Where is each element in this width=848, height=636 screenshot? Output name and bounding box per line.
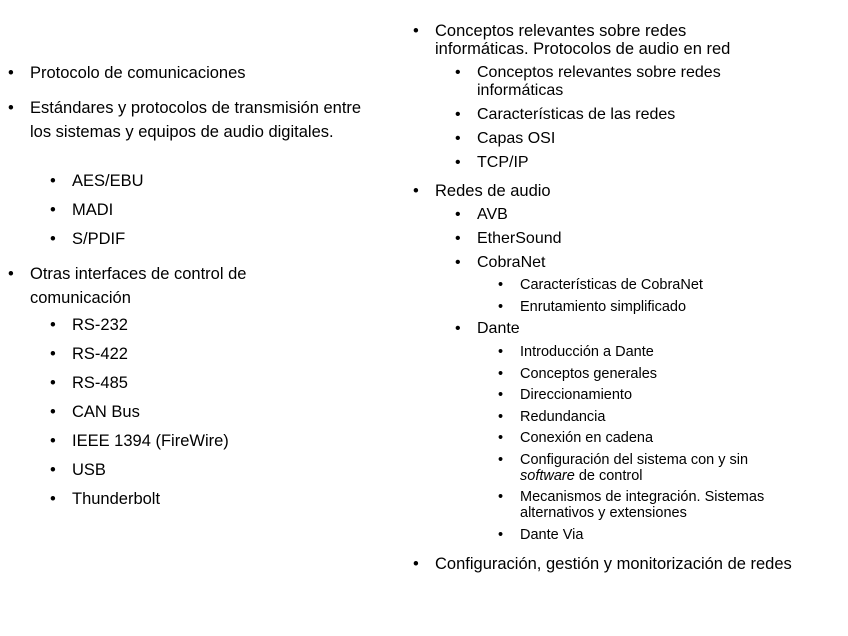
bullet: • (498, 452, 504, 468)
bullet: • (498, 344, 504, 360)
list-item (50, 403, 350, 421)
list-item (50, 461, 350, 479)
list-item-text: Mecanismos de integración. Sistemas alternativos y extensiones (520, 489, 765, 522)
list-item (455, 64, 795, 100)
bullet: • (8, 64, 14, 82)
list-item-text: IEEE 1394 (FireWire) (72, 432, 229, 450)
bullet: • (455, 230, 461, 247)
list-item (50, 230, 350, 248)
list-item-text: TCP/IP (477, 154, 529, 171)
bullet: • (455, 320, 461, 337)
list-item (455, 130, 795, 148)
list-item (455, 106, 795, 124)
list-item-text: Características de CobraNet (520, 277, 703, 293)
list-item (455, 254, 795, 272)
list-item-text: Introducción a Dante (520, 344, 654, 360)
list-item-text: Redundancia (520, 409, 606, 425)
bullet: • (498, 527, 504, 543)
list-item (498, 489, 818, 521)
list-item-text: Otras interfaces de control de comunicación (30, 265, 247, 307)
list-item (498, 527, 798, 543)
list-item-text: AVB (477, 206, 508, 223)
bullet: • (455, 154, 461, 171)
list-item-text: MADI (72, 201, 114, 219)
list-item-text: Configuración, gestión y monitorización de redes (435, 555, 792, 573)
list-item-text: Conexión en cadena (520, 430, 654, 446)
bullet: • (413, 182, 419, 200)
list-item-text: Redes de audio (435, 182, 551, 200)
bullet: • (498, 277, 504, 293)
list-item (50, 345, 350, 363)
list-item (498, 366, 798, 382)
list-item (455, 154, 795, 172)
bullet: • (50, 403, 56, 421)
list-item-text: Dante Via (520, 527, 584, 543)
bullet: • (413, 22, 419, 40)
list-item-text: USB (72, 461, 106, 479)
list-item-text: Conceptos generales (520, 366, 658, 382)
bullet: • (50, 374, 56, 392)
list-item-text: S/PDIF (72, 230, 126, 248)
bullet: • (50, 316, 56, 334)
list-item-text: Conceptos relevantes sobre redes informáticas (477, 64, 721, 99)
list-item-text: Conceptos relevantes sobre redes informáticas. Protocolos de audio en red (435, 22, 731, 59)
bullet: • (50, 432, 56, 450)
list-item (455, 206, 795, 224)
list-item-text: CAN Bus (72, 403, 140, 421)
list-item-text: AES/EBU (72, 172, 144, 190)
list-item-text: Capas OSI (477, 130, 556, 147)
list-item (50, 490, 350, 508)
bullet: • (498, 409, 504, 425)
list-item (413, 555, 813, 573)
list-item-text: RS-232 (72, 316, 128, 334)
bullet: • (498, 366, 504, 382)
list-item-text: Thunderbolt (72, 490, 161, 508)
list-item (455, 320, 795, 338)
bullet: • (8, 265, 14, 283)
list-item-text: Protocolo de comunicaciones (30, 64, 246, 82)
list-item-text: Enrutamiento simplificado (520, 299, 687, 315)
list-item (498, 299, 798, 315)
list-item-text: CobraNet (477, 254, 546, 271)
bullet: • (455, 206, 461, 223)
list-item (50, 201, 350, 219)
bullet: • (8, 99, 14, 117)
list-item (50, 374, 350, 392)
list-item (8, 62, 388, 86)
list-item-text-part: de control (574, 468, 643, 485)
list-item (50, 432, 350, 450)
list-item-text-emphasis: software (520, 468, 575, 485)
bullet: • (50, 230, 56, 248)
list-item (50, 172, 350, 190)
list-item-text: RS-485 (72, 374, 128, 392)
list-item (498, 387, 798, 403)
list-item-text-part: Configuración del sistema con y sin (520, 452, 749, 468)
bullet: • (498, 489, 504, 505)
list-item (498, 277, 798, 293)
bullet: • (455, 130, 461, 147)
list-item (8, 97, 378, 145)
bullet: • (50, 490, 56, 508)
list-item-text: RS-422 (72, 345, 128, 363)
list-item-text: EtherSound (477, 230, 562, 247)
list-item (8, 263, 308, 311)
list-item-text: Dante (477, 320, 520, 337)
list-item (413, 22, 783, 59)
list-item (498, 452, 798, 484)
list-item (50, 316, 350, 334)
list-item (498, 409, 798, 425)
bullet: • (498, 430, 504, 446)
list-item-text: Direccionamiento (520, 387, 633, 403)
bullet: • (455, 254, 461, 271)
list-item (498, 430, 798, 446)
bullet: • (50, 461, 56, 479)
bullet: • (50, 172, 56, 190)
list-item-text: Estándares y protocolos de transmisión entre los sistemas y equipos de audio digitales. (30, 99, 362, 141)
list-item-text: Características de las redes (477, 106, 676, 123)
list-item (498, 344, 798, 360)
bullet: • (50, 201, 56, 219)
bullet: • (498, 387, 504, 403)
list-item (455, 230, 795, 248)
bullet: • (455, 64, 461, 81)
list-item-text (520, 452, 798, 484)
bullet: • (498, 299, 504, 315)
bullet: • (455, 106, 461, 123)
list-item (413, 182, 783, 200)
bullet: • (413, 555, 419, 573)
bullet: • (50, 345, 56, 363)
